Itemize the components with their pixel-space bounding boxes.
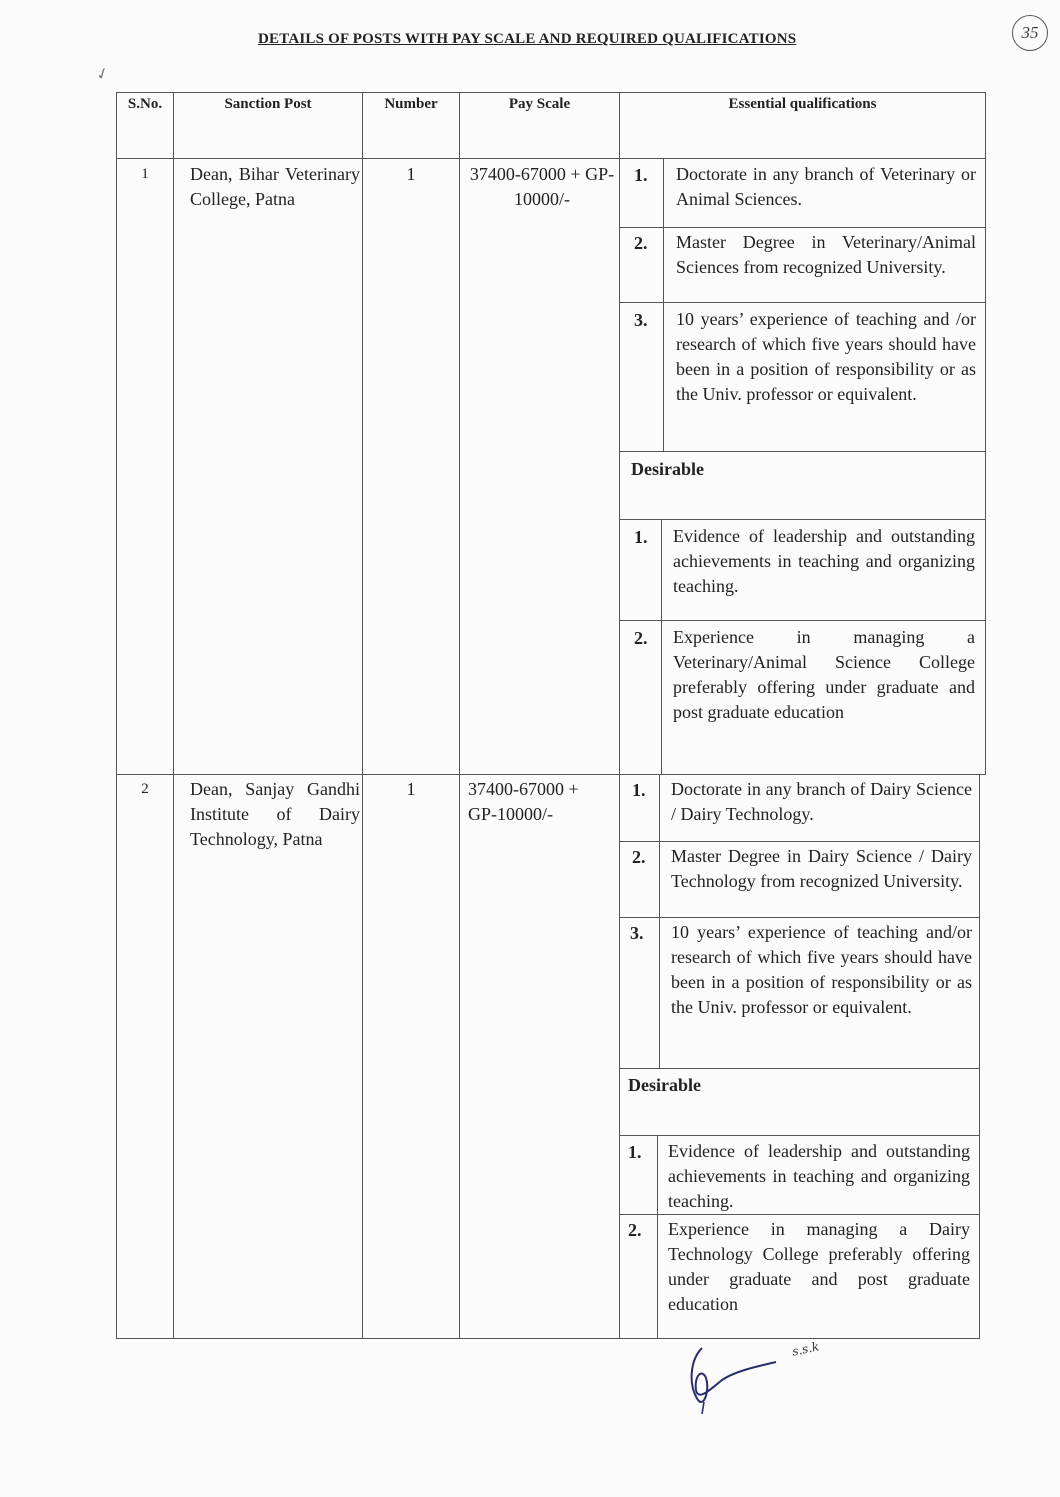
- column-header-sno: S.No.: [127, 96, 163, 112]
- item-divider: [619, 1068, 979, 1069]
- desirable-qualification: Experience in managing a Dairy Technology College preferably offering under graduate and post graduate education: [668, 1219, 970, 1314]
- item-number: 2.: [628, 1220, 642, 1240]
- table-border-left: [116, 92, 117, 1339]
- sanction-post: Dean, Sanjay Gandhi Institute of Dairy Technology, Patna: [190, 779, 360, 849]
- item-number: 1.: [632, 780, 646, 800]
- column-divider: [362, 92, 363, 1339]
- desirable-qualification: Evidence of leadership and outstanding achievements in teaching and organizing teaching.: [673, 526, 975, 596]
- item-number-divider: [659, 774, 660, 1068]
- essential-qualification: 10 years’ experience of teaching and/or research of which five years should have been in a position of responsibility or as the Univ. professor or equivalent.: [671, 922, 972, 1017]
- post-number: 1: [406, 779, 416, 799]
- pay-scale: 37400-67000 + GP-10000/-: [468, 779, 579, 824]
- item-divider: [619, 451, 985, 452]
- table-border-top: [116, 92, 986, 93]
- item-number: 1.: [628, 1142, 642, 1162]
- essential-qualification: Doctorate in any branch of Veterinary or Animal Sciences.: [676, 164, 976, 209]
- item-divider: [619, 620, 985, 621]
- essential-qualification: Doctorate in any branch of Dairy Science / Dairy Technology.: [671, 779, 972, 824]
- page-title: DETAILS OF POSTS WITH PAY SCALE AND REQUIRED QUALIFICATIONS: [258, 31, 797, 47]
- serial-number: 2: [141, 781, 149, 797]
- essential-qualification: 10 years’ experience of teaching and /or research of which five years should have been in a position of responsibility or as the Univ. professor or equivalent.: [676, 309, 976, 404]
- serial-number: 1: [141, 166, 149, 182]
- table-border-right: [985, 92, 986, 774]
- signature: [680, 1340, 800, 1420]
- sanction-post: Dean, Bihar Veterinary College, Patna: [190, 164, 360, 209]
- column-header-number: Number: [384, 96, 438, 112]
- item-divider: [619, 917, 979, 918]
- column-header-post: Sanction Post: [224, 96, 312, 112]
- post-number: 1: [406, 164, 416, 184]
- item-number: 1.: [634, 165, 648, 185]
- item-divider: [619, 1135, 979, 1136]
- item-number: 2.: [632, 847, 646, 867]
- item-number-divider: [663, 158, 664, 451]
- item-divider: [619, 227, 985, 228]
- item-number: 3.: [634, 310, 648, 330]
- item-divider: [619, 302, 985, 303]
- essential-qualification: Master Degree in Veterinary/Animal Sciences from recognized University.: [676, 232, 976, 277]
- row-divider: [116, 774, 986, 775]
- item-number: 2.: [634, 233, 648, 253]
- item-divider: [619, 1214, 979, 1215]
- column-divider: [173, 92, 174, 1339]
- header-divider: [116, 158, 986, 159]
- pay-scale: 37400-67000 + GP-10000/-: [469, 164, 615, 209]
- desirable-heading: Desirable: [628, 1075, 701, 1095]
- desirable-qualification: Experience in managing a Veterinary/Animal Science College preferably offering under graduate and post graduate education: [673, 627, 975, 722]
- item-number-divider: [661, 519, 662, 774]
- column-header-pay-scale: Pay Scale: [508, 96, 571, 112]
- signature-initials: s.s.k: [790, 1339, 821, 1359]
- page-number: 35: [1012, 15, 1048, 51]
- column-divider: [459, 92, 460, 1339]
- item-divider: [619, 841, 979, 842]
- essential-qualification: Master Degree in Dairy Science / Dairy Technology from recognized University.: [671, 846, 972, 891]
- tick-mark-icon: ✓: [93, 64, 113, 85]
- item-number-divider: [657, 1135, 658, 1338]
- desirable-qualification: Evidence of leadership and outstanding achievements in teaching and organizing teaching.: [668, 1141, 970, 1211]
- item-divider: [619, 519, 985, 520]
- desirable-heading: Desirable: [631, 459, 704, 479]
- table-border-bottom: [116, 1338, 980, 1339]
- item-number: 1.: [634, 527, 648, 547]
- column-header-qualifications: Essential qualifications: [728, 96, 877, 112]
- item-number: 2.: [634, 628, 648, 648]
- column-divider: [619, 92, 620, 1339]
- item-number: 3.: [630, 923, 644, 943]
- table-border-right: [979, 774, 980, 1339]
